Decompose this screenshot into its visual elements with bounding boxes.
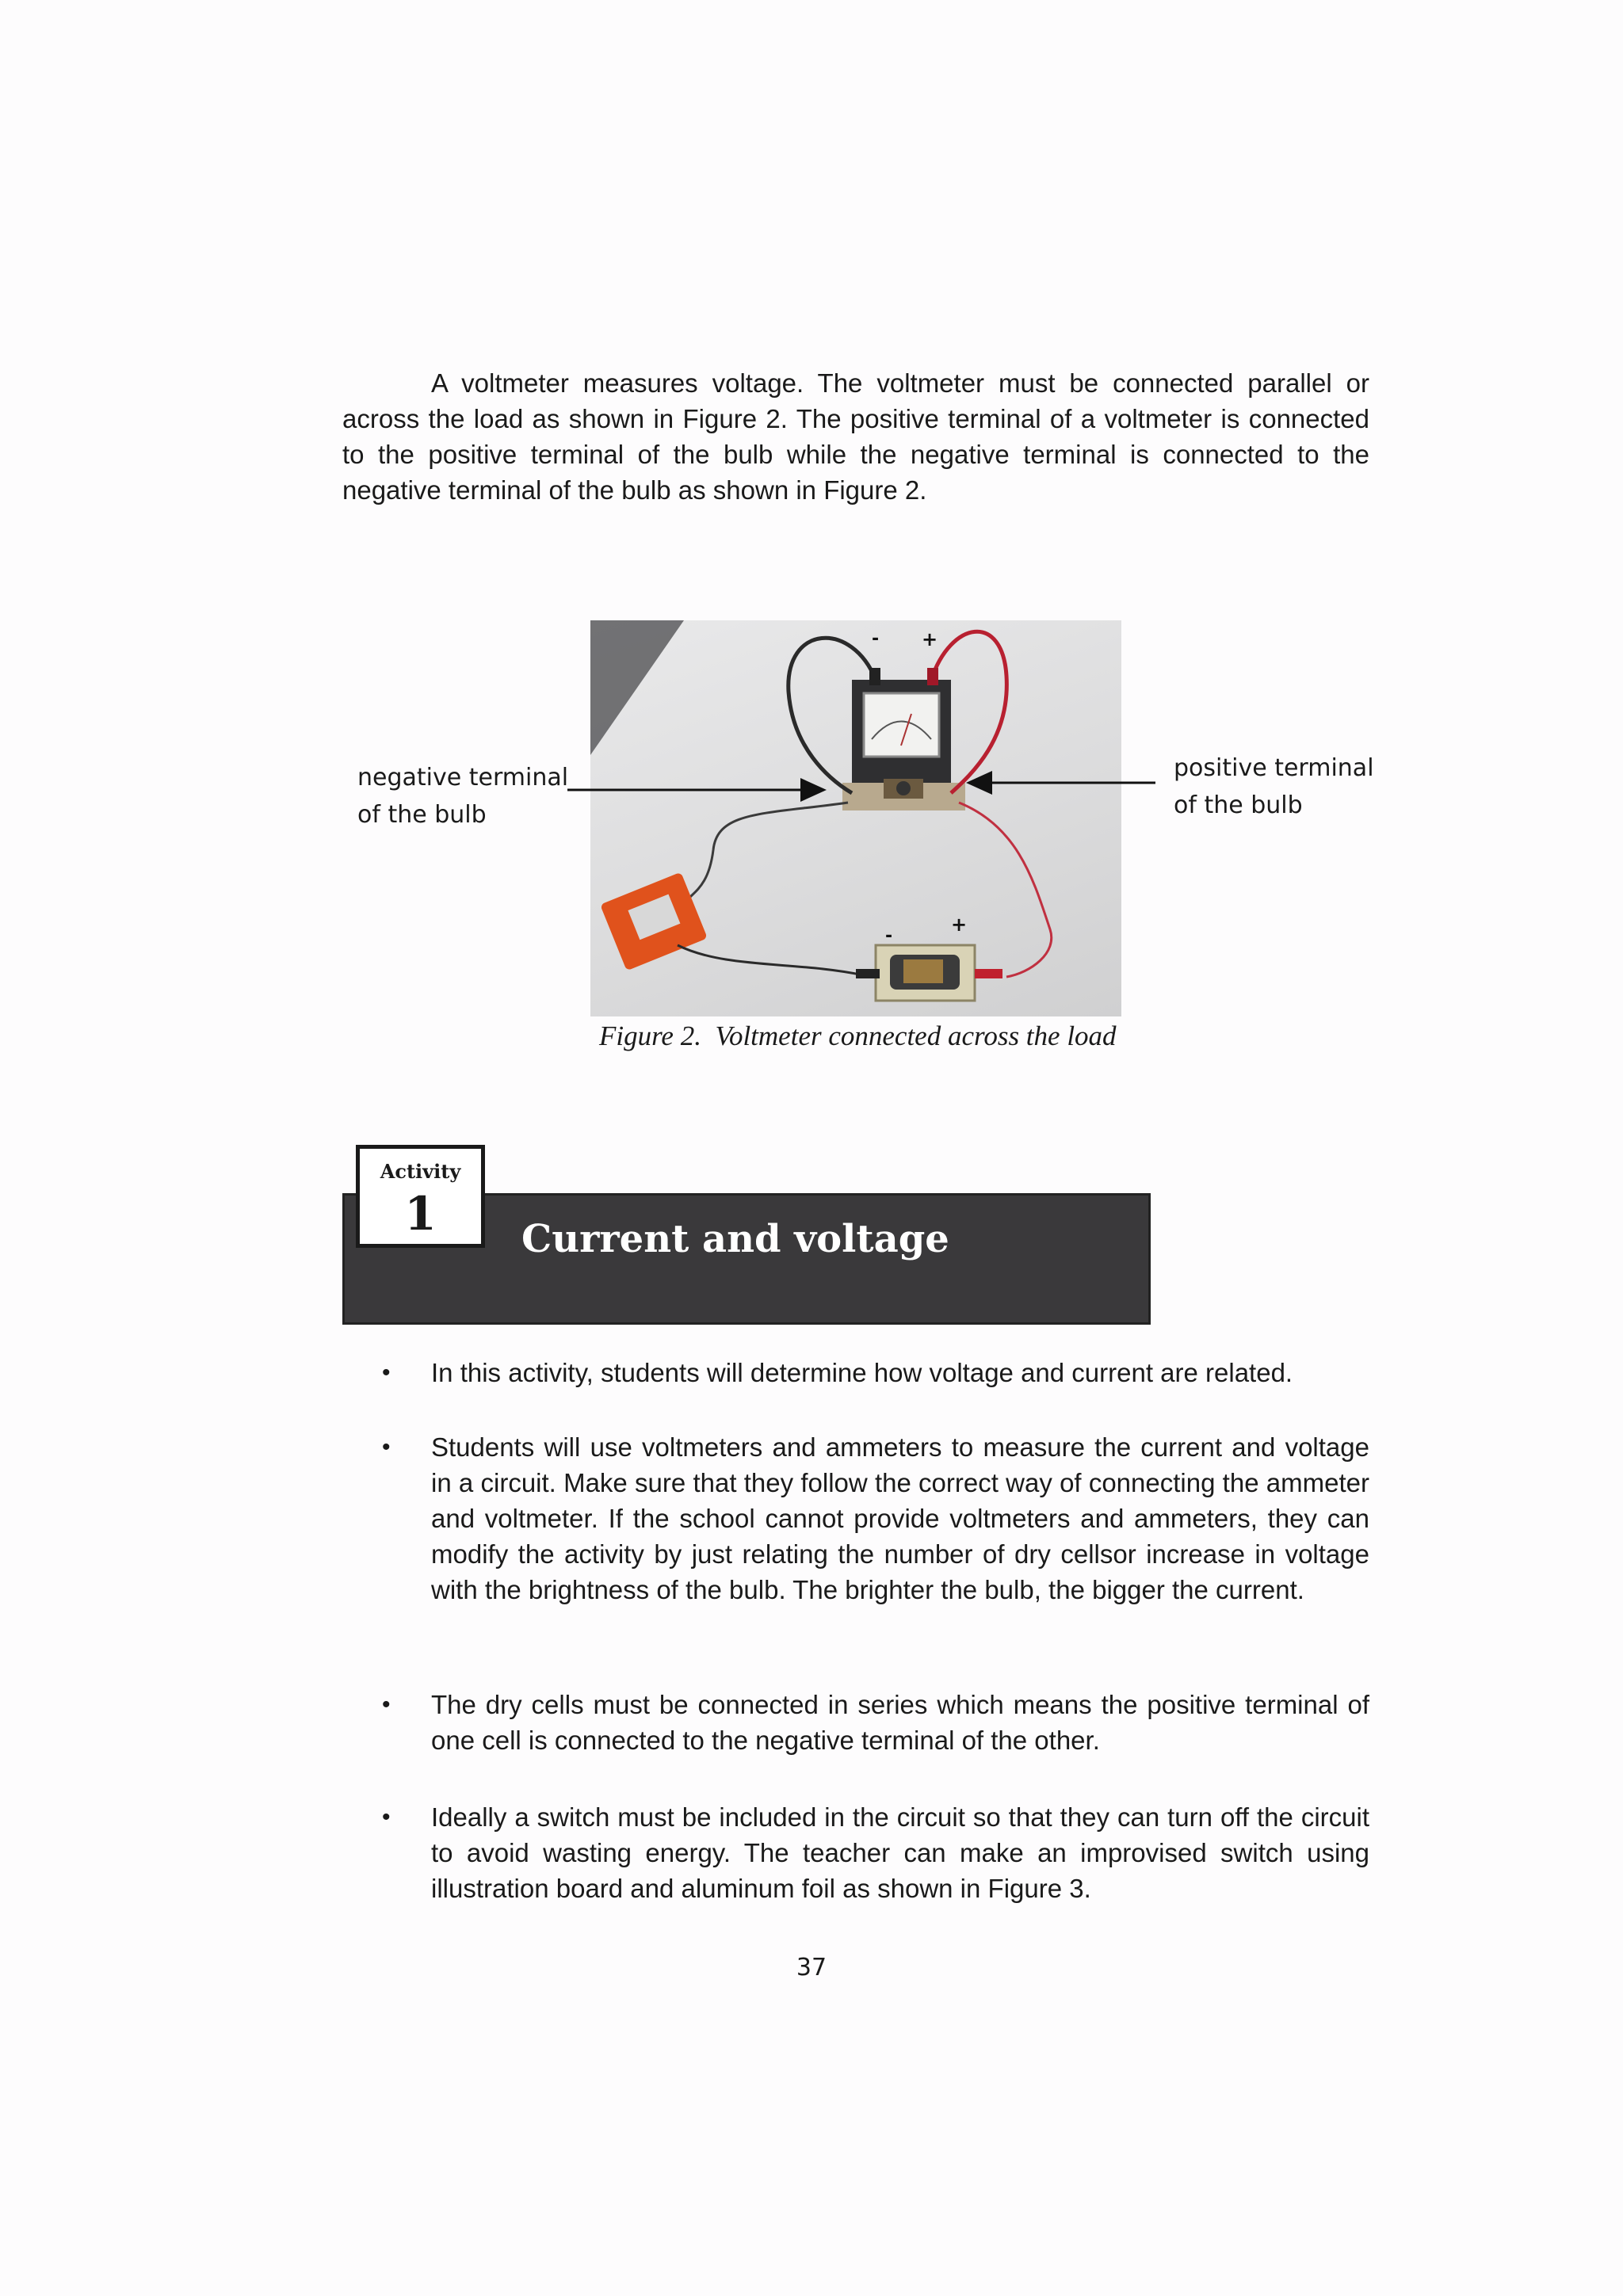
meter-minus-mark: - — [872, 629, 880, 649]
figure-caption: Figure 2. Voltmeter connected across the load — [599, 1020, 1117, 1051]
negative-terminal-label-line2: of the bulb — [357, 801, 487, 829]
bullet-text: Ideally a switch must be included in the circuit so that they can turn off the circuit to avoid wasting energy. The teacher can make an improvised switch using illustration board and aluminum foil as shown in Figure 3. — [431, 1802, 1369, 1903]
page-number: 37 — [796, 1954, 827, 1981]
cell-plus-mark: + — [951, 913, 968, 936]
positive-terminal-label-line1: positive terminal — [1174, 754, 1374, 782]
intro-paragraph: A voltmeter measures voltage. The voltmeter must be connected parallel or across the load as shown in Figure 2. The positive terminal of a voltmeter is connected to the positive terminal of the bulb while the negative terminal is connected to the negative terminal of the bulb as shown in Figure 2. — [342, 368, 1369, 505]
cell-minus-mark: - — [885, 926, 893, 946]
negative-terminal-label — [357, 759, 568, 833]
bullet-icon: • — [382, 1360, 391, 1386]
positive-terminal-label — [1174, 749, 1374, 824]
bullet-icon: • — [382, 1804, 391, 1830]
activity-number: 1 — [404, 1187, 437, 1241]
bullet-text: The dry cells must be connected in series which means the positive terminal of one cell is connected to the negative terminal of the other. — [431, 1690, 1369, 1755]
bullet-text: Students will use voltmeters and ammeters to measure the current and voltage in a circuit. Make sure that they follow the correct way of connecting the ammeter and voltmeter. If the school cannot provide voltmeters and ammeters, they can modify the activity by just relating the number of dry cellsor increase in voltage with the brightness of the bulb. The brighter the bulb, the bigger the current. — [431, 1432, 1369, 1604]
negative-terminal-label-line1: negative terminal — [357, 764, 569, 791]
bullet-text: In this activity, students will determine how voltage and current are related. — [431, 1358, 1293, 1387]
meter-plus-mark: + — [922, 628, 938, 650]
activity-label: Activity — [380, 1160, 461, 1183]
bullet-icon: • — [382, 1434, 391, 1460]
positive-terminal-label-line2: of the bulb — [1174, 791, 1303, 819]
activity-title: Current and voltage — [521, 1217, 949, 1261]
activity-badge — [356, 1145, 485, 1248]
bullet-icon: • — [382, 1691, 391, 1718]
